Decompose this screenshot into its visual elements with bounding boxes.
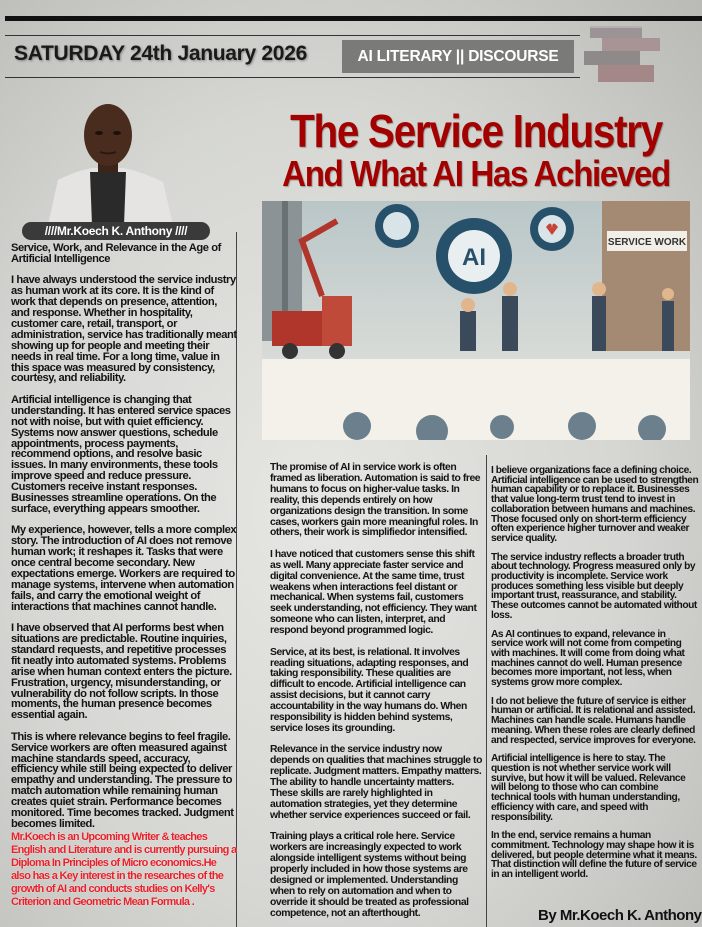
ai-service-illustration [262, 201, 690, 440]
article-column-left [11, 243, 237, 920]
paragraph: As AI continues to expand, relevance in service work will not come from competing with machines. It will come from doing what machines cannot do well. Human presence becomes more important, not less, when systems grow more complex. [491, 628, 685, 689]
paragraph: The promise of AI in service work is often framed as liberation. Automation is said to free humans to focus on higher-value tasks. In reality, this depends entirely on how organizations design the transition. In some cases, workers gain more meaningful roles. In others, their work is simplifiedor intensified. [270, 462, 481, 539]
paragraph: I do not believe the future of service is either human or artificial. It is relational and assisted. Machines can handle scale. Humans handle meaning. When these roles are clearly defined and respected, service improves for everyone. [491, 695, 696, 746]
issue-date: SATURDAY 24th January 2026 [14, 42, 307, 65]
paragraph: I have noticed that customers sense this shift as well. Many appreciate faster service and digital convenience. At the same time, trust weakens when interactions feel distant or mechanical. When systems fail, customers seek understanding, not efficiency. They want someone who can listen, interpret, and respond beyond programmed logic. [270, 548, 477, 637]
divider [5, 35, 580, 36]
paragraph: The service industry reflects a broader truth about technology. Progress measured only by productivity is incomplete. Service work produces something less visible but deeply important trust, reassurance, and stability. These outcomes cannot be automated without loss. [491, 551, 697, 621]
article-column-middle [270, 463, 482, 927]
paragraph: My experience, however, tells a more complex story. The introduction of AI does not remove human work; it reshapes it. Tasks that were once central become secondary. New expectations emerge. Workers are required to manage systems, intervene when automation fails, and carry the emotional weight of interactions that machines cannot handle. [11, 524, 237, 613]
paragraph: I have always understood the service industry as human work at its core. It is the kind of work that depends on presence, attention, and response. Whether in hospitality, customer care, retail, transport, or administration, service has traditionally meant showing up for people and meeting their needs in real time. For a long time, value in this space was measured by consistency, courtesy, and reliability. [11, 274, 237, 385]
paragraph: Relevance in the service industry now depends on qualities that machines struggle to replicate. Judgment matters. Empathy matters. The ability to handle uncertainty matters. These skills are rarely highlighted in automation strategies, yet they determine whether service experiences succeed or fail. [270, 744, 482, 821]
article-subheading: Service, Work, and Relevance in the Age of Artificial Intelligence [11, 242, 221, 265]
paragraph: Training plays a critical role here. Service workers are increasingly expected to work alongside intelligent systems without being properly included in how those systems are designed or implemented. Understanding when to rely on automation and when to override it should be treated as professional competence, not an afterthought. [270, 831, 469, 919]
books-icon [582, 24, 667, 84]
paragraph: Artificial intelligence is changing that understanding. It has entered service spaces not with noise, but with quiet efficiency. Systems now answer questions, schedule appointments, process payments, recommend options, and resolve basic issues. In many environments, these tools improve speed and reduce pressure. Customers receive instant responses. Businesses streamline operations. On the surface, everything appears smoother. [11, 393, 231, 515]
author-name-tag: ////Mr.Koech K. Anthony //// [22, 222, 210, 240]
paragraph: I have observed that AI performs best when situations are predictable. Routine inquiries, standard requests, and repetitive processes fit neatly into automated systems. Problems arise when human context enters the picture. Frustration, urgency, misunderstanding, or vulnerability do not follow scripts. In those moments, the human presence becomes essential again. [11, 622, 232, 722]
headline-line-2: And What AI Has Achieved [282, 153, 670, 194]
author-photo [38, 100, 178, 225]
column-divider [486, 455, 487, 927]
paragraph: In the end, service remains a human commitment. Technology may shape how it is delivered, but people determine what it means. That distinction will define the future of service in an intelligent world. [491, 830, 697, 881]
headline [256, 105, 696, 194]
section-label: AI LITERARY || DISCOURSE [342, 40, 574, 73]
paragraph: I believe organizations face a defining choice. Artificial intelligence can be used to strengthen human capability or to replace it. Businesses that value long-term trust tend to invest in collaboration between humans and machines. Those focused only on short-term efficiency often experience higher turnover and weaker service quality. [491, 465, 699, 544]
headline-line-1: The Service Industry [290, 105, 662, 157]
ai-label: AI [462, 244, 486, 271]
author-bio: Mr.Koech is an Upcoming Writer & teaches English and Literature and is currently pursuing a Diploma In Principles of Micro economics.He also has a Key interest in the researches of the growth of AI and conducts studies on Kelly's Criterion and Geometric Mean Formula . [11, 831, 237, 909]
divider [5, 77, 580, 78]
article-column-right [491, 466, 699, 889]
paragraph: Service, at its best, is relational. It involves reading situations, adapting responses, and taking responsibility. These qualities are difficult to encode. Artificial intelligence can assist decisions, but it cannot carry accountability in the way humans do. When responsibility is hidden behind systems, service loses its grounding. [270, 646, 469, 734]
byline: By Mr.Koech K. Anthony [538, 907, 702, 924]
sign-service-work: SERVICE WORK [607, 237, 687, 248]
masthead-rule [5, 16, 702, 21]
paragraph: This is where relevance begins to feel fragile. Service workers are often measured against machine standards speed, accuracy, efficiency while still being expected to deliver empathy and understanding. The pressure to match automation while remaining human creates quiet strain. Performance becomes monitored. Time becomes tracked. Judgment becomes limited. [11, 730, 234, 830]
paragraph: Artificial intelligence is here to stay. The question is not whether service work will survive, but how it will be valued. Relevance will belong to those who can combine technical tools with human understanding, efficiency with care, and speed with responsibility. [491, 753, 686, 823]
